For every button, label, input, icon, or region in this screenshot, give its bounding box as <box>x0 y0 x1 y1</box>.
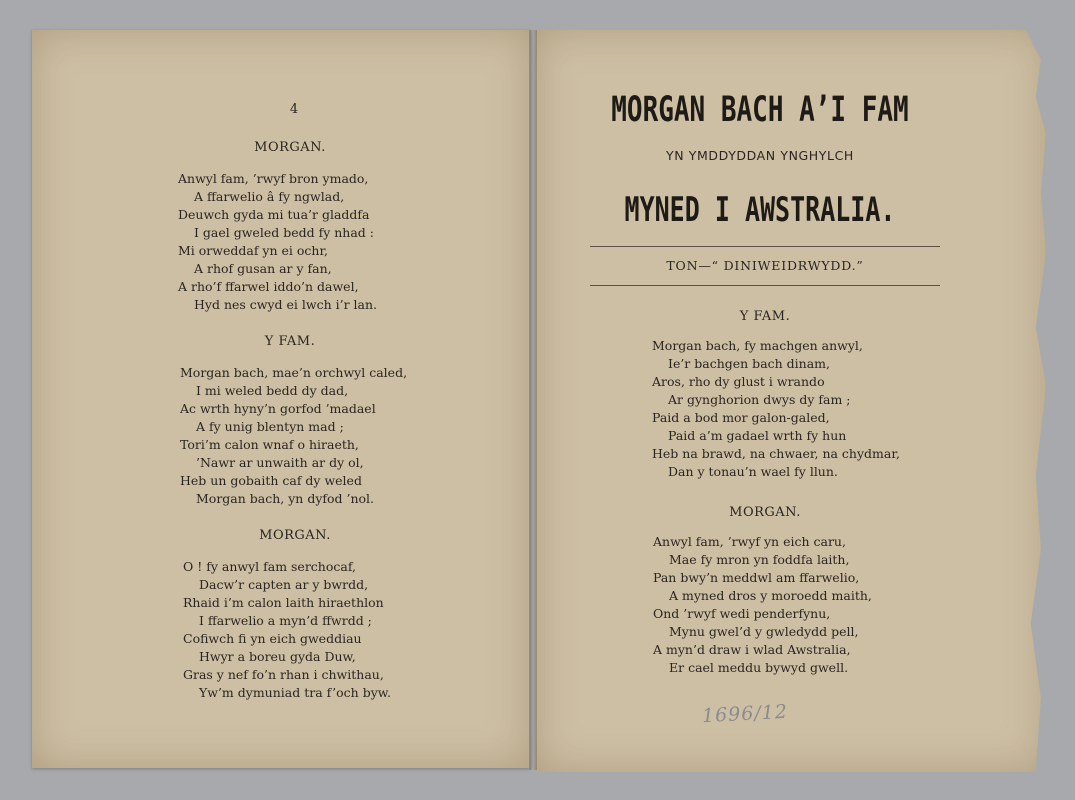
verse-line: A rho’f ffarwel iddo’n dawel, <box>178 279 359 294</box>
verse-line: Paid a’m gadael wrth fy hun <box>668 428 847 443</box>
verse-line: I gael gweled bedd fy nhad : <box>194 225 374 240</box>
verse-line: I mi weled bedd dy dad, <box>196 383 349 398</box>
verse-line: A myned dros y moroedd maith, <box>669 588 872 603</box>
right-stanza-2 <box>653 533 872 677</box>
verse-line: Er cael meddu bywyd gwell. <box>669 660 849 675</box>
verse-line: Cofiwch fi yn eich gweddiau <box>183 631 362 646</box>
verse-line: Ac wrth hyny’n gorfod ’madael <box>180 401 376 416</box>
verse-line: Ie’r bachgen bach dinam, <box>668 356 830 371</box>
verse-line: Morgan bach, yn dyfod ’nol. <box>196 491 375 506</box>
page-number: 4 <box>289 102 299 117</box>
verse-line: Gras y nef fo’n rhan i chwithau, <box>183 667 384 682</box>
verse-line: Rhaid i’m calon laith hiraethlon <box>183 595 384 610</box>
left-stanza-3 <box>183 558 391 702</box>
right-heading-2: MORGAN. <box>729 505 801 520</box>
verse-line: A myn’d draw i wlad Awstralia, <box>653 642 851 657</box>
left-heading-2: Y FAM. <box>264 334 316 349</box>
verse-line: I ffarwelio a myn’d ffwrdd ; <box>199 613 372 628</box>
verse-line: Mynu gwel’d y gwledydd pell, <box>669 624 859 639</box>
page-fold <box>529 30 537 770</box>
verse-line: Paid a bod mor galon-galed, <box>652 410 830 425</box>
verse-line: Tori’m calon wnaf o hiraeth, <box>180 437 359 452</box>
left-stanza-1 <box>178 170 377 314</box>
verse-line: Ond ’rwyf wedi penderfynu, <box>653 606 831 621</box>
verse-line: Dacw’r capten ar y bwrdd, <box>199 577 369 592</box>
verse-line: Mi orweddaf yn ei ochr, <box>178 243 329 258</box>
left-heading-3: MORGAN. <box>259 528 331 543</box>
divider <box>590 246 940 247</box>
verse-line: O ! fy anwyl fam serchocaf, <box>183 559 356 574</box>
verse-line: Hyd nes cwyd ei lwch i’r lan. <box>194 297 377 312</box>
left-heading-1: MORGAN. <box>254 140 326 155</box>
right-stanza-1 <box>652 337 900 481</box>
verse-line: A rhof gusan ar y fan, <box>194 261 332 276</box>
verse-line: Pan bwy’n meddwl am ffarwelio, <box>653 570 860 585</box>
verse-line: Deuwch gyda mi tua’r gladdfa <box>178 207 370 222</box>
verse-line: Morgan bach, fy machgen anwyl, <box>652 338 863 353</box>
verse-line: Anwyl fam, ’rwyf yn eich caru, <box>653 534 846 549</box>
verse-line: Yw’m dymuniad tra f’och byw. <box>199 685 391 700</box>
verse-line: Mae fy mron yn foddfa laith, <box>669 552 850 567</box>
page-title: MORGAN BACH A’I FAM <box>611 90 909 131</box>
right-heading-1: Y FAM. <box>739 309 791 324</box>
page-subtitle: YN YMDDYDDAN YNGHYLCH <box>666 148 854 163</box>
left-stanza-2 <box>180 364 407 508</box>
divider <box>590 285 940 286</box>
handwritten-catalog-number: 1696/12 <box>701 700 789 728</box>
verse-line: ’Nawr ar unwaith ar dy ol, <box>196 455 364 470</box>
verse-line: Anwyl fam, ’rwyf bron ymado, <box>178 171 369 186</box>
verse-line: Dan y tonau’n wael fy llun. <box>668 464 838 479</box>
verse-line: A ffarwelio â fy ngwlad, <box>194 189 345 204</box>
verse-line: Aros, rho dy glust i wrando <box>652 374 825 389</box>
verse-line: A fy unig blentyn mad ; <box>196 419 344 434</box>
verse-line: Morgan bach, mae’n orchwyl caled, <box>180 365 408 380</box>
verse-line: Heb un gobaith caf dy weled <box>180 473 362 488</box>
verse-line: Ar gynghorion dwys dy fam ; <box>668 392 851 407</box>
page-title-secondary: MYNED I AWSTRALIA. <box>624 190 896 230</box>
verse-line: Heb na brawd, na chwaer, na chydmar, <box>652 446 900 461</box>
verse-line: Hwyr a boreu gyda Duw, <box>199 649 356 664</box>
tune-line: TON—“ DINIWEIDRWYDD.” <box>666 258 864 273</box>
